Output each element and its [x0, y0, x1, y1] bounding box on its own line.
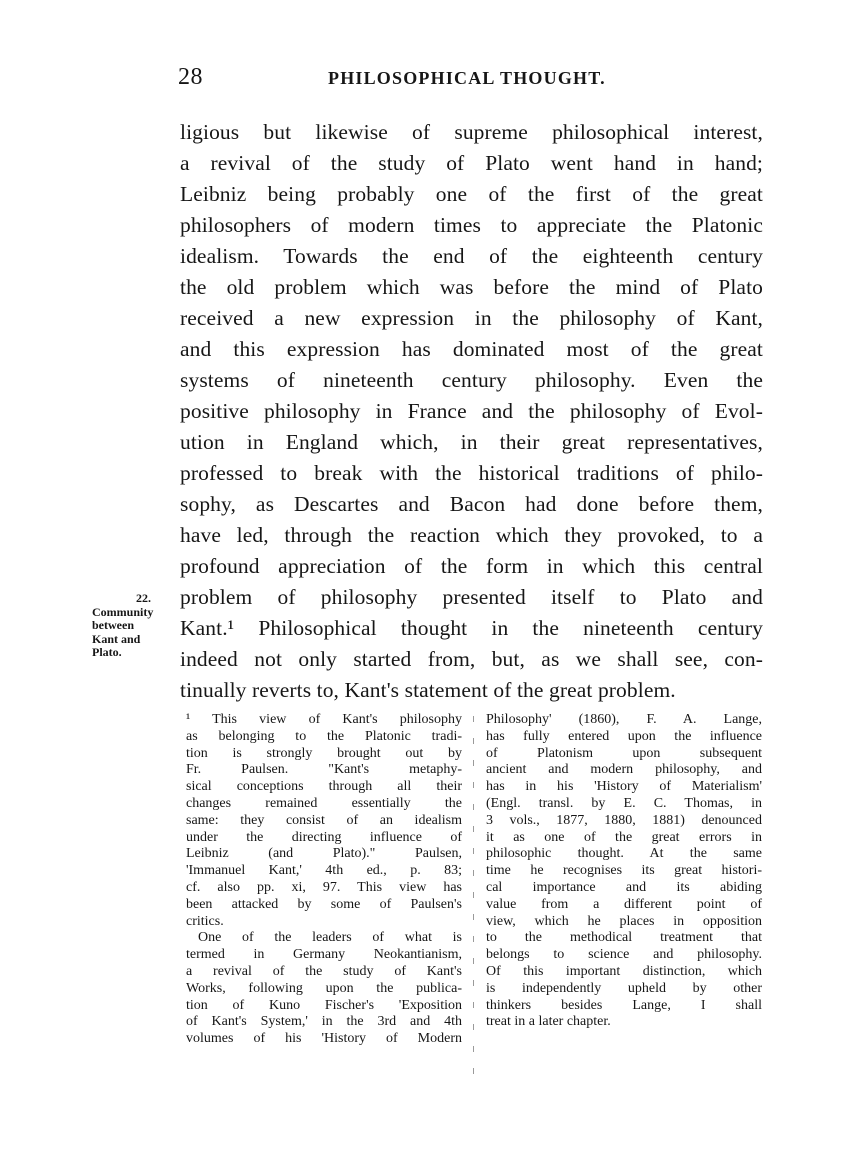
footnote-line: tion of Kuno Fischer's 'Exposition	[186, 997, 462, 1013]
footnote-line: ¹ This view of Kant's philosophy	[186, 712, 462, 727]
body-line: sophy, as Descartes and Bacon had done before them,	[180, 492, 763, 516]
body-line: idealism. Towards the end of the eighteenth century	[180, 244, 763, 268]
footnote-line: volumes of his 'History of Modern	[186, 1031, 462, 1047]
footnote-line: termed in Germany Neokantianism,	[186, 947, 462, 963]
page-header	[178, 64, 763, 98]
margin-note-line: between	[92, 618, 134, 632]
footnote-line: changes remained essentially the	[186, 795, 462, 811]
footnote-line: under the directing influence of	[186, 829, 462, 845]
body-line: the old problem which was before the mind of Plato	[180, 275, 763, 299]
footnote-line: 'Immanuel Kant,' 4th ed., p. 83;	[186, 863, 462, 879]
margin-note-line: Plato.	[92, 645, 122, 659]
footnote-line: Fr. Paulsen. "Kant's metaphy-	[186, 762, 462, 778]
body-line: ution in England which, in their great representatives,	[180, 430, 763, 454]
body-line: positive philosophy in France and the philosophy of Evol-	[180, 399, 763, 423]
footnote-column-right	[486, 712, 762, 1031]
footnote-line: it as one of the great errors in	[486, 829, 762, 845]
body-line: systems of nineteenth century philosophy. Even the	[180, 368, 763, 392]
footnote-line: philosophic thought. At the same	[486, 846, 762, 862]
body-text	[180, 117, 763, 706]
footnote-line: Philosophy' (1860), F. A. Lange,	[486, 712, 762, 727]
footnote-line: been attacked by some of Paulsen's	[186, 896, 462, 912]
body-line: ligious but likewise of supreme philosophical interest,	[180, 120, 763, 144]
footnote-line: cal importance and its abiding	[486, 879, 762, 895]
body-line: profound appreciation of the form in which this central	[180, 554, 763, 578]
footnote-line: belongs to science and philosophy.	[486, 947, 762, 963]
footnote-line: tion is strongly brought out by	[186, 745, 462, 761]
footnote-line: to the methodical treatment that	[486, 930, 762, 946]
margin-note-number: 22.	[136, 591, 151, 605]
footnote-line: of Platonism upon subsequent	[486, 745, 762, 761]
margin-note-line: Kant and	[92, 631, 141, 646]
footnote-line: treat in a later chapter.	[486, 1014, 611, 1030]
body-line: have led, through the reaction which they provoked, to a	[180, 523, 763, 547]
body-line: tinually reverts to, Kant's statement of the great problem.	[180, 678, 676, 702]
footnote-column-left	[186, 712, 462, 1048]
footnote-line: Of this important distinction, which	[486, 963, 762, 979]
footnote-line: One of the leaders of what is	[198, 930, 462, 946]
page-number: 28	[178, 64, 203, 90]
footnote-line: value from a different point of	[486, 896, 762, 912]
footnote-line: (Engl. transl. by E. C. Thomas, in	[486, 795, 762, 811]
body-line: philosophers of modern times to appreciate the Platonic	[180, 213, 763, 237]
body-line: professed to break with the historical traditions of philo-	[180, 461, 763, 485]
footnote-line: sical conceptions through all their	[186, 779, 462, 795]
footnote-line: thinkers besides Lange, I shall	[486, 997, 762, 1013]
body-line: Leibniz being probably one of the first of the great	[180, 182, 763, 206]
margin-note-line: Community	[92, 604, 154, 619]
body-line: a revival of the study of Plato went hand in hand;	[180, 151, 763, 175]
footnote-line: has in his 'History of Materialism'	[486, 779, 762, 795]
column-divider	[473, 716, 474, 1076]
footnote-line: view, which he places in opposition	[486, 913, 762, 929]
footnote-line: as belonging to the Platonic tradi-	[186, 728, 462, 744]
body-line: Kant.¹ Philosophical thought in the nineteenth century	[180, 616, 763, 640]
footnote-line: time he recognises its great histori-	[486, 863, 762, 879]
body-line: problem of philosophy presented itself to Plato and	[180, 585, 763, 609]
margin-note	[92, 592, 153, 660]
footnote-line: same: they consist of an idealism	[186, 812, 462, 828]
footnote-line: ancient and modern philosophy, and	[486, 762, 762, 778]
footnote-line: is independently upheld by other	[486, 980, 762, 996]
body-line: received a new expression in the philosophy of Kant,	[180, 306, 763, 330]
footnote-line: Works, following upon the publica-	[186, 980, 462, 996]
footnote-line: 3 vols., 1877, 1880, 1881) denounced	[486, 812, 762, 828]
footnote-line: of Kant's System,' in the 3rd and 4th	[186, 1014, 462, 1030]
running-title: PHILOSOPHICAL THOUGHT.	[328, 68, 606, 88]
footnote-line: a revival of the study of Kant's	[186, 963, 462, 979]
body-line: indeed not only started from, but, as we shall see, con-	[180, 647, 763, 671]
body-line: and this expression has dominated most of the great	[180, 337, 763, 361]
footnote-line: Leibniz (and Plato)." Paulsen,	[186, 846, 462, 862]
footnote-line: cf. also pp. xi, 97. This view has	[186, 879, 462, 895]
footnote-line: critics.	[186, 913, 224, 929]
footnote-line: has fully entered upon the influence	[486, 728, 762, 744]
